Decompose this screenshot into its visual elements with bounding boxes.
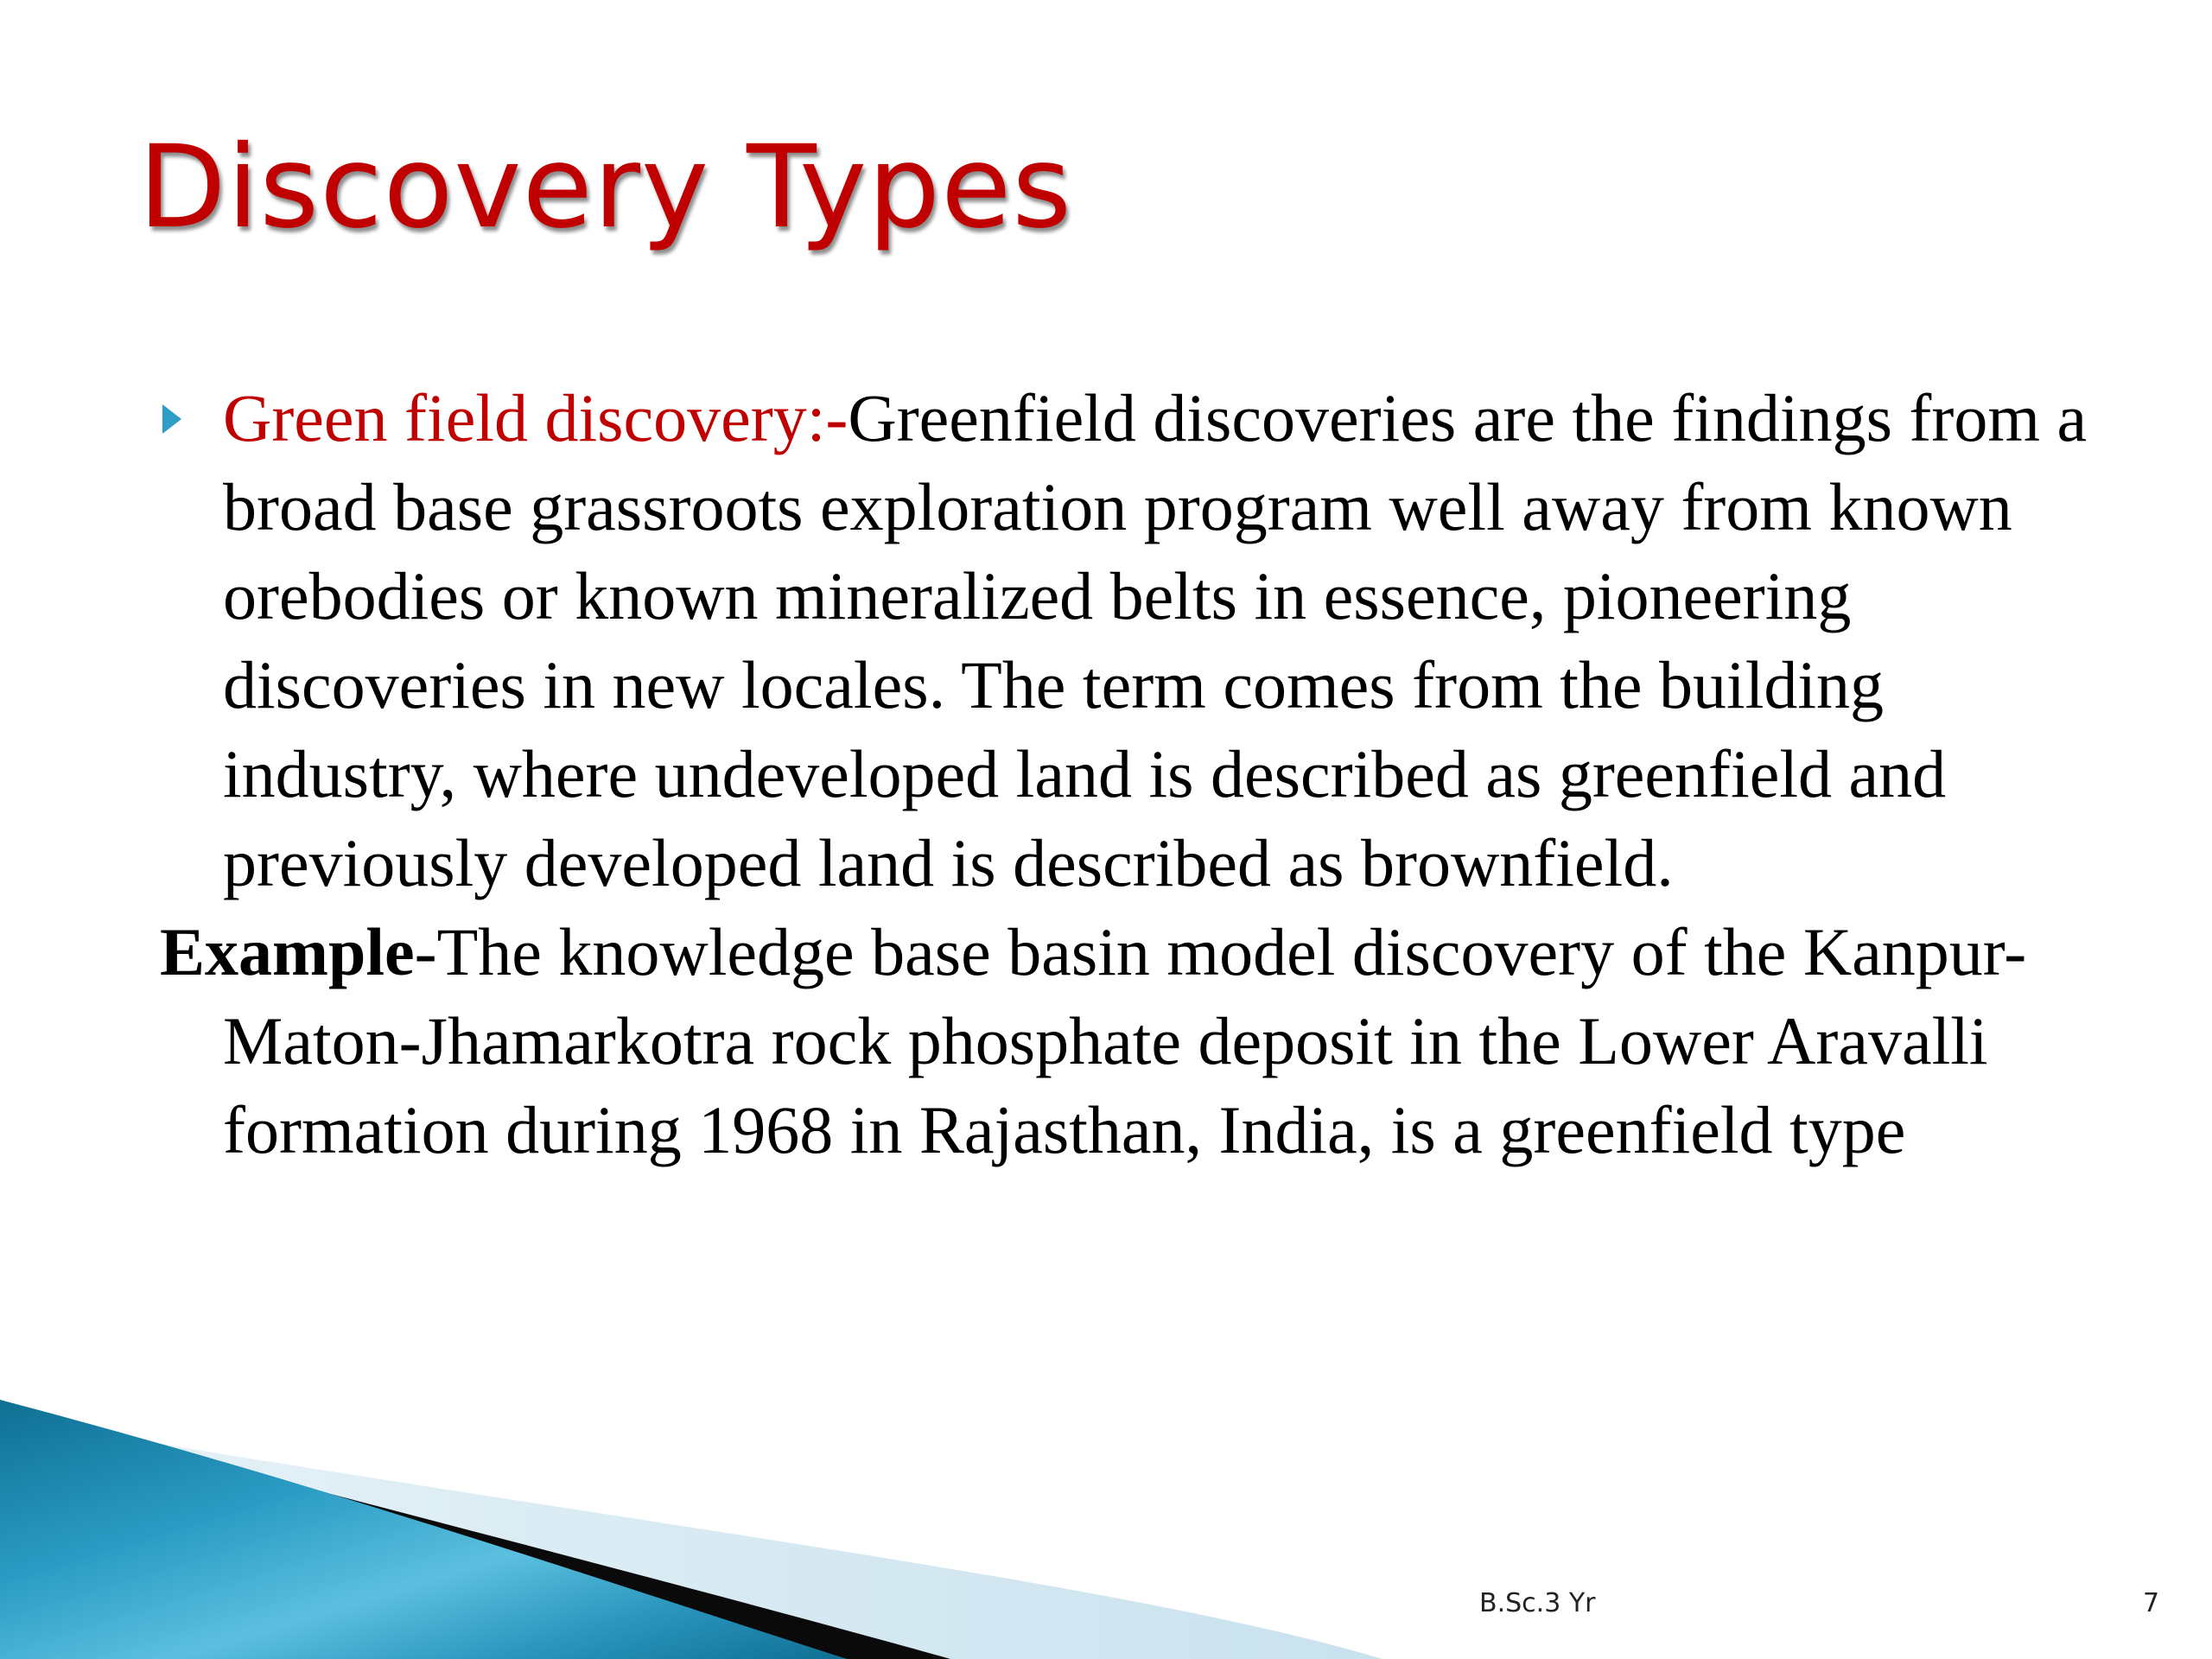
- greenfield-definition: Greenfield discoveries are the findings from a broad base grassroots exploration program well away from known orebodies or known mineralized belts in essence, pioneering discoveries in new locales. The term comes from the building industry, where undeveloped land is described as greenfield and previously developed land is described as brownfield.: [223, 380, 2088, 900]
- slide-title: Discovery Types: [138, 121, 1073, 254]
- page-number: 7: [2143, 1588, 2160, 1618]
- paragraph-example: [160, 907, 2121, 1174]
- slide-body: [160, 373, 2121, 1174]
- greenfield-term: Green field discovery:-: [223, 380, 849, 455]
- example-label: Example: [160, 914, 415, 989]
- example-text: -The knowledge base basin model discovery of the Kanpur-Maton-Jhamarkotra rock phosphate deposit in the Lower Aravalli formation during 1968 in Rajasthan, India, is a greenfield type: [223, 914, 2027, 1167]
- swoosh-blue-band: [0, 1400, 847, 1659]
- paragraph-greenfield: [160, 373, 2121, 907]
- triangle-bullet-icon: [162, 404, 181, 434]
- footer-text: B.Sc.3 Yr: [1479, 1588, 1596, 1618]
